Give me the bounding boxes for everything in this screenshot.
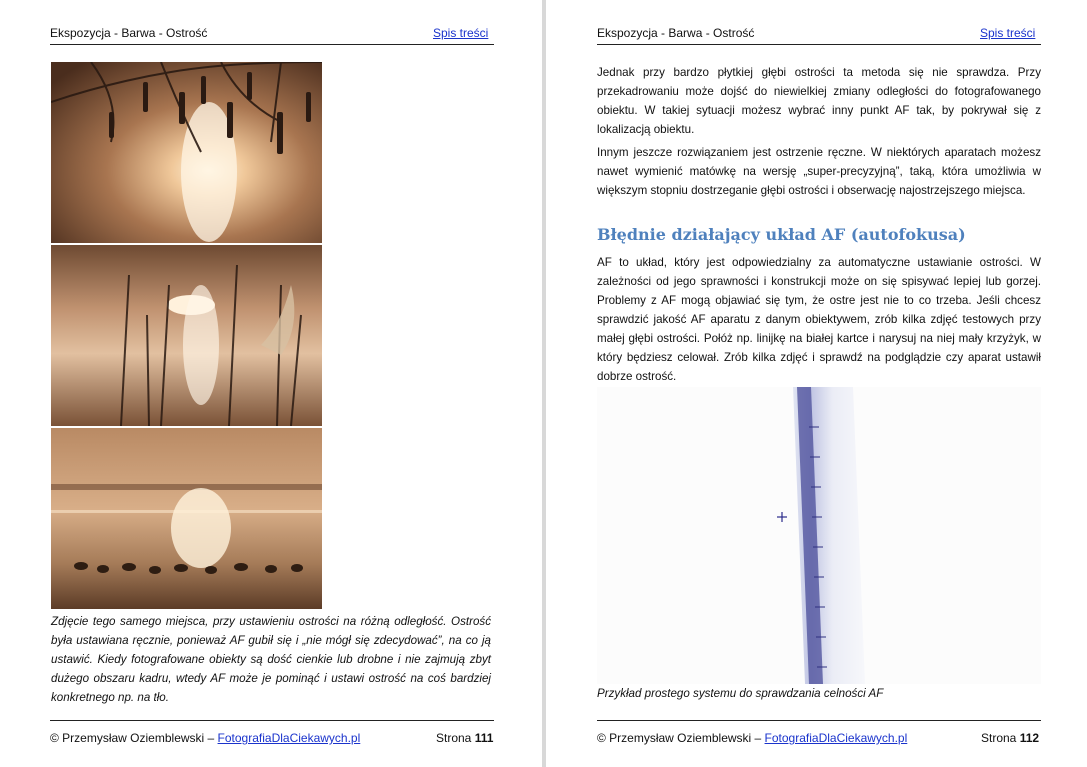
photo-caption-left: Zdjęcie tego samego miejsca, przy ustawieniu ostrości na różną odległość. Ostrość była ustawiana ręcznie, ponieważ AF gubił się i „nie mógł się zdecydować”, na co ją ustawić. Kiedy fotografowane obiekty są dość cienkie lub drobne i nie zajmują zbyt dużego obszaru kadru, wtedy AF może je pominąć i ustawi ostrość na coś bardziej konkretnego np. na tło. [51,615,491,704]
page-label-left: Strona [436,731,472,745]
paragraph-af-test: AF to układ, który jest odpowiedzialny za automatyczne ustawianie ostrości. W zależności od jego sprawności i konstrukcji może on się spisywać lepiej lub gorzej. Problemy z AF mogą objawiać się tym, że ostre jest nie to co trzeba. Jeśli chcesz sprawdzić jakość AF aparatu z danym obiektywem, zrób kilka zdjęć testowych przy małej głębi ostrości. Połóż np. linijkę na białej kartce i narysuj na niej mały krzyżyk, w który będziesz celował. Zrób kilka zdjęć i sprawdź na podglądzie czy aparat ustawił dobrze ostrość. [597,256,1041,383]
header-rule-right [597,44,1041,45]
photo-caption-right: Przykład prostego systemu do sprawdzania celności AF [597,687,884,700]
page-label-right: Strona [981,731,1017,745]
page-number-value-right: 112 [1019,731,1040,745]
paragraph-focus-recompose: Jednak przy bardzo płytkiej głębi ostrości ta metoda się nie sprawdza. Przy przekadrowaniu może dojść do niewielkiej zmiany odległości do fotografowanego obiektu. W takiej sytuacji możesz wybrać inny punkt AF tak, by pokrywał się z lokalizacją obiektu. [597,66,1041,136]
section-heading-af: Błędnie działający układ AF (autofokusa) [597,225,966,244]
paragraph-manual-focus: Innym jeszcze rozwiązaniem jest ostrzenie ręczne. W niektórych aparatach możesz nawet wymienić matówkę na wersję „super-precyzyjną”, taką, która umożliwia w większym stopniu dostrzeganie głębi ostrości i obserwację najostrzejszego miejsca. [597,146,1041,197]
footer-author-left: © Przemysław Oziemblewski – [50,731,218,745]
header-title-right: Ekspozycja - Barwa - Ostrość [597,26,755,40]
site-link-left[interactable]: FotografiaDlaCiekawych.pl [217,731,361,745]
photo-sunset-focus-water [51,428,322,609]
site-link-right[interactable]: FotografiaDlaCiekawych.pl [764,731,908,745]
footer-rule-left [50,720,494,721]
footer-credit-right [597,731,907,745]
page-number-value-left: 111 [474,731,494,745]
toc-link-left[interactable]: Spis treści [433,26,489,40]
toc-link-right[interactable]: Spis treści [980,26,1036,40]
header-rule-left [50,44,494,45]
photo-sunset-focus-reeds [51,245,322,426]
page-number-right [981,731,1039,745]
photo-ruler-af-test [597,387,1041,684]
footer-credit-left [50,731,360,745]
header-title-left: Ekspozycja - Barwa - Ostrość [50,26,208,40]
page-number-left [436,731,493,745]
footer-author-right: © Przemysław Oziemblewski – [597,731,765,745]
footer-rule-right [597,720,1041,721]
photo-sunset-focus-branches [51,62,322,243]
